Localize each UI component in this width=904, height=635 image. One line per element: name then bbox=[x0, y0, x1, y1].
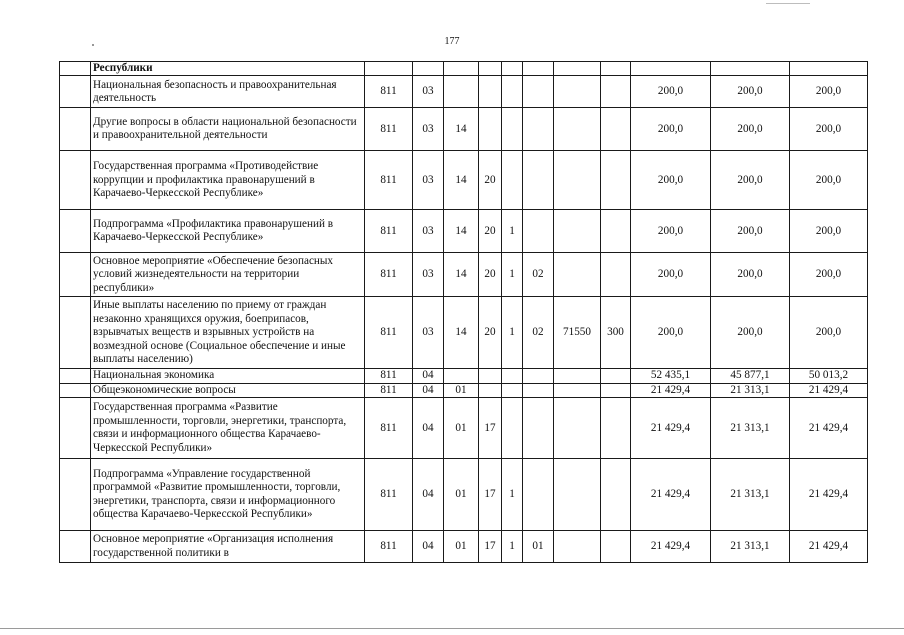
section-cell: 03 bbox=[413, 297, 444, 369]
row-name: Национальная безопасность и правоохранительная деятельность bbox=[91, 76, 365, 108]
year1-amount-cell: 200,0 bbox=[631, 253, 711, 297]
event-cell bbox=[523, 398, 554, 459]
direction-cell bbox=[554, 108, 601, 151]
subprogram-cell bbox=[502, 369, 523, 383]
year2-amount-cell bbox=[711, 62, 790, 76]
number-cell bbox=[60, 398, 91, 459]
section-cell: 03 bbox=[413, 108, 444, 151]
table-row bbox=[60, 369, 868, 383]
page-number: 177 bbox=[444, 36, 460, 47]
row-name: Иные выплаты населению по приему от граждан незаконно хранящихся оружия, боеприпасов, взрывчатых веществ и взрывных устройств на возмездной основе (Социальное обеспечение и иные выплаты населению) bbox=[91, 297, 365, 369]
table-row bbox=[60, 531, 868, 563]
table-row bbox=[60, 108, 868, 151]
year3-amount-cell: 200,0 bbox=[790, 297, 868, 369]
year2-amount-cell: 200,0 bbox=[711, 108, 790, 151]
subprogram-cell: 1 bbox=[502, 531, 523, 563]
expense-type-cell bbox=[601, 398, 631, 459]
subsection-cell: 01 bbox=[444, 398, 479, 459]
year3-amount-cell: 21 429,4 bbox=[790, 459, 868, 531]
year1-amount-cell: 21 429,4 bbox=[631, 383, 711, 397]
expense-type-cell bbox=[601, 62, 631, 76]
year1-amount-cell: 21 429,4 bbox=[631, 531, 711, 563]
subsection-cell: 14 bbox=[444, 297, 479, 369]
subprogram-cell: 1 bbox=[502, 210, 523, 253]
program-cell: 17 bbox=[479, 459, 502, 531]
direction-cell bbox=[554, 151, 601, 210]
page-bottom-edge bbox=[0, 628, 904, 629]
row-name: Государственная программа «Развитие промышленности, торговли, энергетики, транспорта, связи и информационного общества Карачаево-Черкесской Республики» bbox=[91, 398, 365, 459]
program-cell: 20 bbox=[479, 210, 502, 253]
year2-amount-cell: 21 313,1 bbox=[711, 383, 790, 397]
program-cell: 20 bbox=[479, 253, 502, 297]
direction-cell bbox=[554, 210, 601, 253]
event-cell: 02 bbox=[523, 297, 554, 369]
event-cell bbox=[523, 151, 554, 210]
expense-type-cell bbox=[601, 151, 631, 210]
subprogram-cell: 1 bbox=[502, 253, 523, 297]
year2-amount-cell: 21 313,1 bbox=[711, 398, 790, 459]
table-row bbox=[60, 459, 868, 531]
ministry-code-cell: 811 bbox=[365, 297, 413, 369]
section-cell: 04 bbox=[413, 459, 444, 531]
direction-cell bbox=[554, 76, 601, 108]
table-body bbox=[60, 62, 868, 563]
number-cell bbox=[60, 108, 91, 151]
year1-amount-cell: 200,0 bbox=[631, 210, 711, 253]
year1-amount-cell: 21 429,4 bbox=[631, 459, 711, 531]
subprogram-cell bbox=[502, 76, 523, 108]
number-cell bbox=[60, 369, 91, 383]
program-cell: 17 bbox=[479, 531, 502, 563]
year1-amount-cell: 21 429,4 bbox=[631, 398, 711, 459]
year3-amount-cell: 21 429,4 bbox=[790, 398, 868, 459]
direction-cell bbox=[554, 398, 601, 459]
number-cell bbox=[60, 297, 91, 369]
table-row bbox=[60, 210, 868, 253]
subprogram-cell bbox=[502, 398, 523, 459]
event-cell bbox=[523, 210, 554, 253]
table-row bbox=[60, 62, 868, 76]
section-cell bbox=[413, 62, 444, 76]
year1-amount-cell: 52 435,1 bbox=[631, 369, 711, 383]
section-cell: 03 bbox=[413, 151, 444, 210]
ministry-code-cell bbox=[365, 62, 413, 76]
ministry-code-cell: 811 bbox=[365, 108, 413, 151]
ministry-code-cell: 811 bbox=[365, 369, 413, 383]
table-row bbox=[60, 151, 868, 210]
direction-cell bbox=[554, 383, 601, 397]
section-cell: 04 bbox=[413, 369, 444, 383]
ministry-code-cell: 811 bbox=[365, 383, 413, 397]
number-cell bbox=[60, 383, 91, 397]
subprogram-cell: 1 bbox=[502, 297, 523, 369]
year3-amount-cell: 200,0 bbox=[790, 151, 868, 210]
event-cell bbox=[523, 62, 554, 76]
subsection-cell: 14 bbox=[444, 108, 479, 151]
year2-amount-cell: 200,0 bbox=[711, 76, 790, 108]
number-cell bbox=[60, 151, 91, 210]
year1-amount-cell: 200,0 bbox=[631, 151, 711, 210]
table-row bbox=[60, 253, 868, 297]
program-cell: 20 bbox=[479, 297, 502, 369]
year1-amount-cell: 200,0 bbox=[631, 297, 711, 369]
year2-amount-cell: 200,0 bbox=[711, 297, 790, 369]
program-cell: 17 bbox=[479, 398, 502, 459]
event-cell bbox=[523, 459, 554, 531]
year1-amount-cell: 200,0 bbox=[631, 76, 711, 108]
event-cell: 02 bbox=[523, 253, 554, 297]
year3-amount-cell: 200,0 bbox=[790, 76, 868, 108]
section-cell: 04 bbox=[413, 383, 444, 397]
row-name: Другие вопросы в области национальной безопасности и правоохранительной деятельности bbox=[91, 108, 365, 151]
expense-type-cell bbox=[601, 108, 631, 151]
section-cell: 03 bbox=[413, 253, 444, 297]
subsection-cell: 14 bbox=[444, 151, 479, 210]
section-cell: 03 bbox=[413, 210, 444, 253]
program-cell bbox=[479, 369, 502, 383]
program-cell bbox=[479, 108, 502, 151]
section-cell: 03 bbox=[413, 76, 444, 108]
event-cell bbox=[523, 369, 554, 383]
program-cell bbox=[479, 383, 502, 397]
row-name: Общеэкономические вопросы bbox=[91, 383, 365, 397]
year3-amount-cell: 200,0 bbox=[790, 210, 868, 253]
expense-type-cell bbox=[601, 369, 631, 383]
subsection-cell: 14 bbox=[444, 253, 479, 297]
subsection-cell: 14 bbox=[444, 210, 479, 253]
ministry-code-cell: 811 bbox=[365, 210, 413, 253]
program-cell: 20 bbox=[479, 151, 502, 210]
direction-cell bbox=[554, 531, 601, 563]
ministry-code-cell: 811 bbox=[365, 398, 413, 459]
event-cell: 01 bbox=[523, 531, 554, 563]
direction-cell: 71550 bbox=[554, 297, 601, 369]
year2-amount-cell: 21 313,1 bbox=[711, 459, 790, 531]
year3-amount-cell: 21 429,4 bbox=[790, 531, 868, 563]
row-name: Подпрограмма «Профилактика правонарушений в Карачаево-Черкесской Республике» bbox=[91, 210, 365, 253]
subsection-cell bbox=[444, 369, 479, 383]
ministry-code-cell: 811 bbox=[365, 531, 413, 563]
year3-amount-cell: 50 013,2 bbox=[790, 369, 868, 383]
year2-amount-cell: 200,0 bbox=[711, 210, 790, 253]
subsection-cell: 01 bbox=[444, 531, 479, 563]
year2-amount-cell: 200,0 bbox=[711, 151, 790, 210]
event-cell bbox=[523, 76, 554, 108]
table-row bbox=[60, 76, 868, 108]
year1-amount-cell: 200,0 bbox=[631, 108, 711, 151]
row-name: Республики bbox=[91, 62, 365, 76]
direction-cell bbox=[554, 369, 601, 383]
section-cell: 04 bbox=[413, 398, 444, 459]
row-name: Основное мероприятие «Организация исполнения государственной политики в bbox=[91, 531, 365, 563]
table-row bbox=[60, 398, 868, 459]
row-name: Национальная экономика bbox=[91, 369, 365, 383]
table-row bbox=[60, 297, 868, 369]
direction-cell bbox=[554, 62, 601, 76]
ministry-code-cell: 811 bbox=[365, 76, 413, 108]
subprogram-cell: 1 bbox=[502, 459, 523, 531]
year2-amount-cell: 21 313,1 bbox=[711, 531, 790, 563]
year3-amount-cell: 200,0 bbox=[790, 108, 868, 151]
expense-type-cell bbox=[601, 531, 631, 563]
number-cell bbox=[60, 459, 91, 531]
year3-amount-cell bbox=[790, 62, 868, 76]
expense-type-cell bbox=[601, 459, 631, 531]
direction-cell bbox=[554, 459, 601, 531]
program-cell bbox=[479, 76, 502, 108]
subprogram-cell bbox=[502, 151, 523, 210]
subprogram-cell bbox=[502, 108, 523, 151]
expense-type-cell bbox=[601, 253, 631, 297]
number-cell bbox=[60, 210, 91, 253]
row-name: Подпрограмма «Управление государственной программой «Развитие промышленности, торговли, энергетики, транспорта, связи и информационного общества Карачаево-Черкесской Республики» bbox=[91, 459, 365, 531]
year2-amount-cell: 200,0 bbox=[711, 253, 790, 297]
direction-cell bbox=[554, 253, 601, 297]
year1-amount-cell bbox=[631, 62, 711, 76]
budget-table bbox=[59, 61, 868, 563]
number-cell bbox=[60, 76, 91, 108]
number-cell bbox=[60, 253, 91, 297]
program-cell bbox=[479, 62, 502, 76]
ministry-code-cell: 811 bbox=[365, 253, 413, 297]
subsection-cell: 01 bbox=[444, 459, 479, 531]
top-rule bbox=[766, 3, 810, 4]
event-cell bbox=[523, 383, 554, 397]
year2-amount-cell: 45 877,1 bbox=[711, 369, 790, 383]
subprogram-cell bbox=[502, 383, 523, 397]
expense-type-cell bbox=[601, 383, 631, 397]
expense-type-cell bbox=[601, 76, 631, 108]
table-row bbox=[60, 383, 868, 397]
ministry-code-cell: 811 bbox=[365, 151, 413, 210]
number-cell bbox=[60, 62, 91, 76]
ministry-code-cell: 811 bbox=[365, 459, 413, 531]
row-name: Государственная программа «Противодействие коррупции и профилактика правонарушений в Карачаево-Черкесской Республике» bbox=[91, 151, 365, 210]
year3-amount-cell: 200,0 bbox=[790, 253, 868, 297]
section-cell: 04 bbox=[413, 531, 444, 563]
number-cell bbox=[60, 531, 91, 563]
subsection-cell bbox=[444, 76, 479, 108]
event-cell bbox=[523, 108, 554, 151]
subsection-cell bbox=[444, 62, 479, 76]
expense-type-cell bbox=[601, 210, 631, 253]
subprogram-cell bbox=[502, 62, 523, 76]
year3-amount-cell: 21 429,4 bbox=[790, 383, 868, 397]
expense-type-cell: 300 bbox=[601, 297, 631, 369]
row-name: Основное мероприятие «Обеспечение безопасных условий жизнедеятельности на территории республики» bbox=[91, 253, 365, 297]
subsection-cell: 01 bbox=[444, 383, 479, 397]
